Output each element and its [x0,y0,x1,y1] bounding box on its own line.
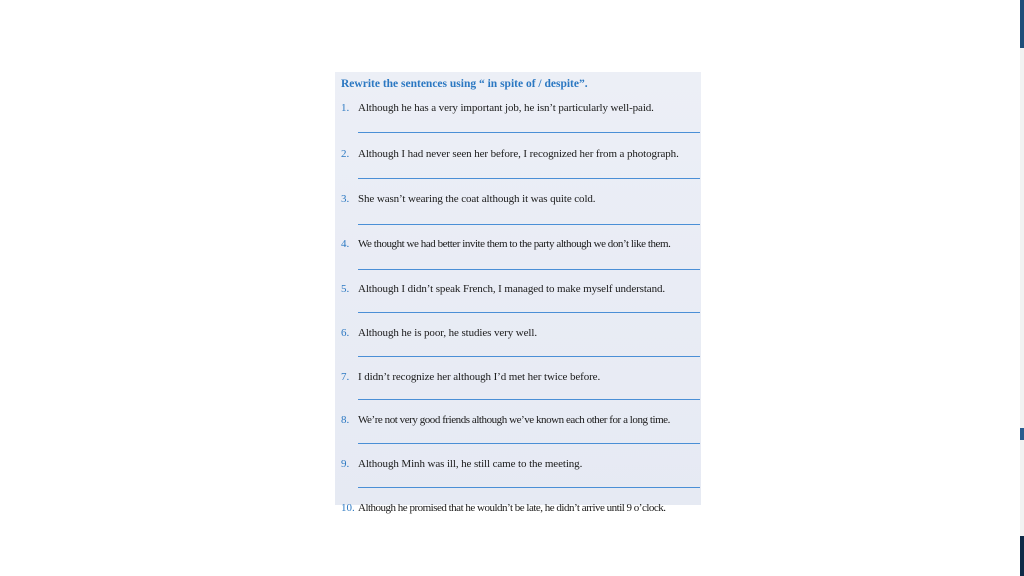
exercise-item-10 [341,501,711,515]
item-number: 6. [341,327,350,339]
item-sentence: I didn’t recognize her although I’d met her twice before. [358,371,601,383]
item-sentence: Although he has a very important job, he isn’t particularly well-paid. [358,102,654,114]
exercise-item-6 [341,326,711,340]
item-number: 4. [341,238,350,250]
edge-marker-top [1020,0,1024,48]
item-number: 9. [341,458,350,470]
exercise-item-1 [341,101,711,115]
exercise-item-5 [341,282,711,296]
item-sentence: Although he is poor, he studies very well. [358,327,537,339]
edge-marker-middle [1020,428,1024,440]
exercise-item-4 [341,237,711,251]
item-number: 3. [341,193,350,205]
item-sentence: We’re not very good friends although we’ve known each other for a long time. [358,414,670,426]
exercise-item-2 [341,147,711,161]
item-number: 1. [341,102,350,114]
item-sentence: We thought we had better invite them to the party although we don’t like them. [358,238,671,250]
answer-line-1[interactable] [358,132,700,133]
window-edge-scrollbar[interactable] [1020,0,1024,576]
item-number: 8. [341,414,350,426]
worksheet-heading: Rewrite the sentences using “ in spite of / despite”. [341,78,588,90]
item-number: 5. [341,283,350,295]
item-sentence: Although I had never seen her before, I recognized her from a photograph. [358,148,679,160]
exercise-item-3 [341,192,711,206]
answer-line-8[interactable] [358,443,700,444]
item-number: 10. [341,502,355,514]
exercise-item-7 [341,370,711,384]
item-sentence: Although he promised that he wouldn’t be late, he didn’t arrive until 9 o’clock. [358,502,666,514]
item-sentence: She wasn’t wearing the coat although it was quite cold. [358,193,596,205]
answer-line-5[interactable] [358,312,700,313]
answer-line-3[interactable] [358,224,700,225]
item-number: 2. [341,148,350,160]
edge-marker-bottom [1020,536,1024,576]
answer-line-6[interactable] [358,356,700,357]
answer-line-2[interactable] [358,178,700,179]
answer-line-9[interactable] [358,487,700,488]
item-sentence: Although I didn’t speak French, I managed to make myself understand. [358,283,666,295]
exercise-item-8 [341,413,711,427]
item-number: 7. [341,371,350,383]
item-sentence: Although Minh was ill, he still came to the meeting. [358,458,583,470]
exercise-item-9 [341,457,711,471]
answer-line-7[interactable] [358,399,700,400]
answer-line-4[interactable] [358,269,700,270]
